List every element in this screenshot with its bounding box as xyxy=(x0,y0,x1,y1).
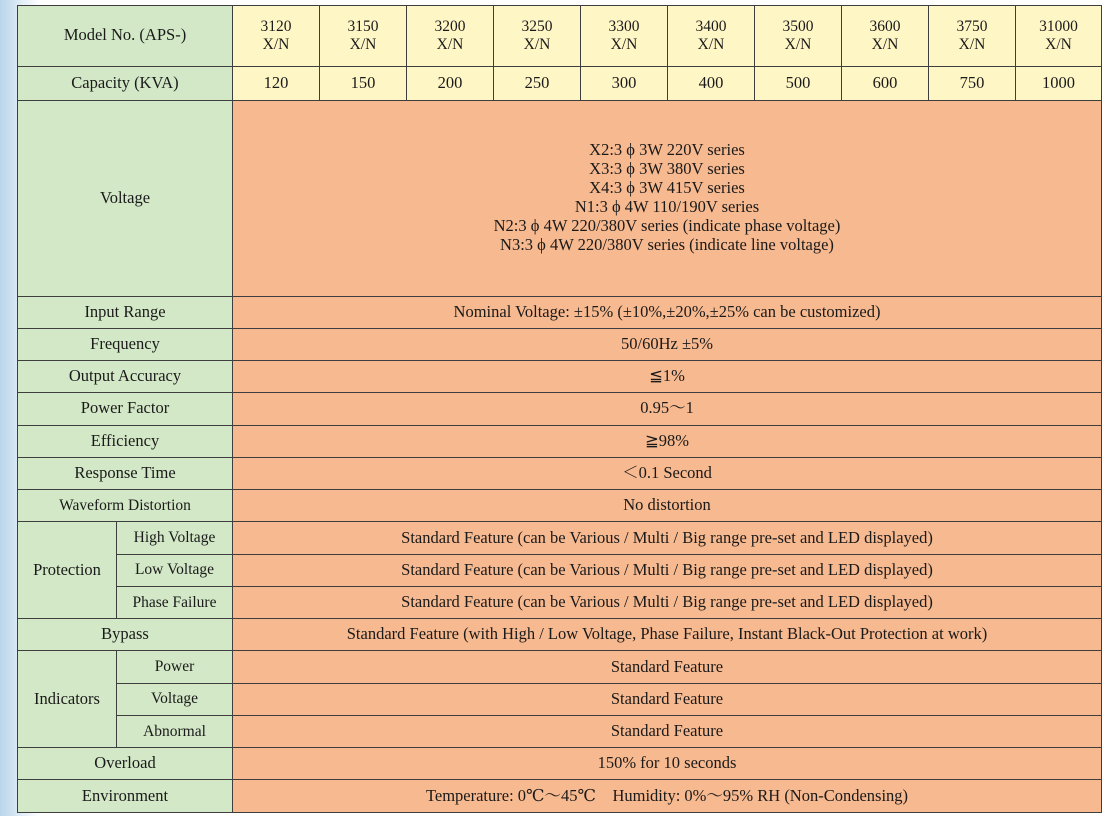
indicators-row xyxy=(18,651,1102,683)
response-time-value: ＜0.1 Second xyxy=(233,457,1102,489)
voltage-series-item: X4:3 ϕ 3W 415V series xyxy=(589,178,745,198)
capacity-value: 250 xyxy=(494,66,581,100)
input-range-label: Input Range xyxy=(18,296,233,328)
capacity-value: 200 xyxy=(407,66,494,100)
capacity-value: 750 xyxy=(929,66,1016,100)
model-cell: 3500 X/N xyxy=(755,6,842,67)
capacity-label: Capacity (KVA) xyxy=(18,66,233,100)
protection-label: Protection xyxy=(18,522,117,619)
frequency-value: 50/60Hz ±5% xyxy=(233,328,1102,360)
indicators-value: Standard Feature xyxy=(233,651,1102,683)
spec-table xyxy=(17,5,1102,813)
waveform-distortion-label: Waveform Distortion xyxy=(18,490,233,522)
efficiency-value: ≧98% xyxy=(233,425,1102,457)
model-cell: 3250 X/N xyxy=(494,6,581,67)
voltage-series-item: X2:3 ϕ 3W 220V series xyxy=(589,140,745,160)
voltage-series-item: N1:3 ϕ 4W 110/190V series xyxy=(574,197,760,217)
model-cell: 3600 X/N xyxy=(842,6,929,67)
protection-value: Standard Feature (can be Various / Multi / Big range pre-set and LED displayed) xyxy=(233,554,1102,586)
model-cell: 3400 X/N xyxy=(668,6,755,67)
voltage-series-list xyxy=(233,100,1102,296)
bypass-value: Standard Feature (with High / Low Voltage, Phase Failure, Instant Black-Out Protection at work) xyxy=(233,619,1102,651)
indicators-value: Standard Feature xyxy=(233,715,1102,747)
frequency-row xyxy=(18,328,1102,360)
indicators-value: Standard Feature xyxy=(233,683,1102,715)
capacity-value: 150 xyxy=(320,66,407,100)
model-cell: 3120 X/N xyxy=(233,6,320,67)
capacity-value: 120 xyxy=(233,66,320,100)
indicators-sub-label: Abnormal xyxy=(117,715,233,747)
capacity-value: 600 xyxy=(842,66,929,100)
model-cell: 3300 X/N xyxy=(581,6,668,67)
model-cell: 3150 X/N xyxy=(320,6,407,67)
model-label: Model No. (APS-) xyxy=(18,6,233,67)
overload-label: Overload xyxy=(18,748,233,780)
capacity-row xyxy=(18,66,1102,100)
capacity-value: 400 xyxy=(668,66,755,100)
response-time-row xyxy=(18,457,1102,489)
output-accuracy-value: ≦1% xyxy=(233,361,1102,393)
bypass-row xyxy=(18,619,1102,651)
model-cell: 3200 X/N xyxy=(407,6,494,67)
protection-sub-label: Phase Failure xyxy=(117,586,233,618)
response-time-label: Response Time xyxy=(18,457,233,489)
model-cell: 31000 X/N xyxy=(1016,6,1102,67)
frequency-label: Frequency xyxy=(18,328,233,360)
indicators-row xyxy=(18,715,1102,747)
indicators-label: Indicators xyxy=(18,651,117,748)
voltage-series-item: N2:3 ϕ 4W 220/380V series (indicate phase voltage) xyxy=(493,216,841,236)
protection-value: Standard Feature (can be Various / Multi / Big range pre-set and LED displayed) xyxy=(233,522,1102,554)
waveform-distortion-value: No distortion xyxy=(233,490,1102,522)
capacity-value: 300 xyxy=(581,66,668,100)
protection-value: Standard Feature (can be Various / Multi / Big range pre-set and LED displayed) xyxy=(233,586,1102,618)
indicators-row xyxy=(18,683,1102,715)
voltage-row xyxy=(18,100,1102,296)
power-factor-row xyxy=(18,393,1102,425)
waveform-distortion-row xyxy=(18,490,1102,522)
capacity-value: 1000 xyxy=(1016,66,1102,100)
capacity-value: 500 xyxy=(755,66,842,100)
efficiency-row xyxy=(18,425,1102,457)
voltage-series-item: N3:3 ϕ 4W 220/380V series (indicate line voltage) xyxy=(500,235,834,255)
protection-row xyxy=(18,522,1102,554)
overload-value: 150% for 10 seconds xyxy=(233,748,1102,780)
voltage-series-item: X3:3 ϕ 3W 380V series xyxy=(589,159,745,179)
voltage-label: Voltage xyxy=(18,100,233,296)
indicators-sub-label: Voltage xyxy=(117,683,233,715)
environment-label: Environment xyxy=(18,780,233,813)
input-range-value: Nominal Voltage: ±15% (±10%,±20%,±25% can be customized) xyxy=(233,296,1102,328)
protection-row xyxy=(18,586,1102,618)
input-range-row xyxy=(18,296,1102,328)
model-row xyxy=(18,6,1102,67)
environment-value: Temperature: 0℃～45℃ Humidity: 0%～95% RH (Non-Condensing) xyxy=(233,780,1102,813)
protection-sub-label: High Voltage xyxy=(117,522,233,554)
indicators-sub-label: Power xyxy=(117,651,233,683)
overload-row xyxy=(18,748,1102,780)
power-factor-value: 0.95～1 xyxy=(233,393,1102,425)
efficiency-label: Efficiency xyxy=(18,425,233,457)
power-factor-label: Power Factor xyxy=(18,393,233,425)
environment-row xyxy=(18,780,1102,813)
output-accuracy-label: Output Accuracy xyxy=(18,361,233,393)
model-cell: 3750 X/N xyxy=(929,6,1016,67)
output-accuracy-row xyxy=(18,361,1102,393)
protection-sub-label: Low Voltage xyxy=(117,554,233,586)
bypass-label: Bypass xyxy=(18,619,233,651)
protection-row xyxy=(18,554,1102,586)
